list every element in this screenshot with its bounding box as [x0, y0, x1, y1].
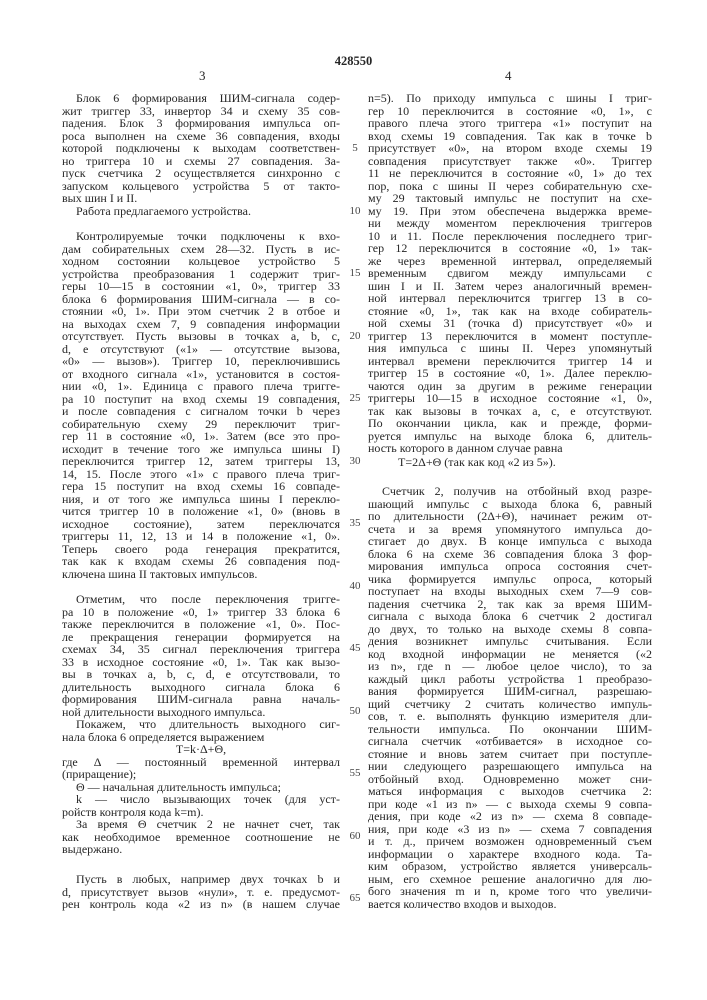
text-line: каждый цикл работы устройства 1 преобразо-: [368, 673, 652, 686]
text-line: (приращение);: [62, 768, 340, 781]
text-line: но триггера 10 и схемы 27 совпадения. За-: [62, 155, 340, 168]
text-line: стоянии «0, 1». При этом счетчик 2 в отбое и: [62, 305, 340, 318]
text-line: чаются один за другим в режиме генерации: [368, 380, 652, 393]
text-line: «0» — вызов»). Триггер 10, переключившись: [62, 355, 340, 368]
line-number: 20: [346, 330, 364, 342]
text-line: от входного сигнала «1», установится в состоя-: [62, 368, 340, 381]
text-line: Счетчик 2, получив на отбойный вход разре-: [368, 485, 652, 498]
text-line: сов, т. е. выполнять функцию измерителя дли-: [368, 710, 652, 723]
paragraph: [62, 818, 340, 856]
line-number: 45: [346, 642, 364, 654]
text-line: 11 не переключится в состояние «0, 1» до тех: [368, 167, 652, 180]
text-line: d, присутствует вызов «нули», т. е. предусмот-: [62, 886, 340, 899]
text-line: ной интервал переключится триггер 13 в со-: [368, 292, 652, 305]
text-line: формирования ШИМ-сигнала равна началь-: [62, 693, 340, 706]
text-line: роса выполнен на схеме 36 совпадения, входы: [62, 130, 340, 143]
text-line: как необходимое временное соотношение не: [62, 831, 340, 844]
text-line: интервал времени переключится триггер 14 и: [368, 355, 652, 368]
text-line: рен контроль кода «2 из n» (в нашем случае: [62, 898, 340, 911]
text-line: геры 10—15 в состоянии «1, 0», триггер 33: [62, 280, 340, 293]
text-line: ходном состоянии кольцевое устройство 5: [62, 255, 340, 268]
text-line: на выходах схем 7, 9 совпадения информации: [62, 318, 340, 331]
text-line: триггер 13 переключится в момент поступле-: [368, 330, 652, 343]
text-line: вы в точках a, b, c, d, e отсутствовали, то: [62, 668, 340, 681]
text-line: ра 10 поступит на вход схемы 19 совпадения,: [62, 393, 340, 406]
text-line: триггеры 10—15 в исходное состояние «1, 0»,: [368, 392, 652, 405]
text-line: блока 6 формирования ШИМ-сигнала — в со-: [62, 293, 340, 306]
text-line: 14, 15. После этого «1» с правого плеча триг-: [62, 468, 340, 481]
text-line: Пусть в любых, например двух точках b и: [62, 873, 340, 886]
text-line: по длительности (2Δ+Θ), начинает режим от-: [368, 510, 652, 523]
text-line: исходит в течение того же импульса шины I): [62, 443, 340, 456]
text-line: ния, при коде «3 из n» — схема 7 совпадения: [368, 823, 652, 836]
text-line: так как вызовы в точках a, c, e отсутствуют.: [368, 405, 652, 418]
text-line: гер 11 в состояние «0, 1». Затем (все это про-: [62, 430, 340, 443]
line-number: 10: [346, 205, 364, 217]
text-line: до двух, то только на выходе схемы 8 совпа-: [368, 623, 652, 636]
text-line: бого значения m и n, кроме того что увеличи-: [368, 885, 652, 898]
paragraph: [368, 92, 652, 455]
text-line: стояние и вновь затем считает при поступле-: [368, 748, 652, 761]
text-line: длительность выходного сигнала блока 6: [62, 681, 340, 694]
text-line: Блок 6 формирования ШИМ-сигнала содер-: [62, 92, 340, 105]
text-line: дения, при коде «2 из n» — схема 8 совпаде-: [368, 810, 652, 823]
text-line: чика формируется импульс опроса, который: [368, 573, 652, 586]
text-line: ни между моментом переключения триггеров: [368, 217, 652, 230]
text-line: n=5). По приходу импульса с шины I триг-: [368, 92, 652, 105]
text-line: же через временной интервал, определяемый: [368, 255, 652, 268]
text-line: маться информация с выходов счетчика 2:: [368, 785, 652, 798]
text-line: По окончании цикла, как и прежде, форми-: [368, 417, 652, 430]
text-line: ключена шина II тактовых импульсов.: [62, 568, 340, 581]
text-line: За время Θ счетчик 2 не начнет счет, так: [62, 818, 340, 831]
text-line: щий счетчику 2 считать количество импуль-: [368, 698, 652, 711]
text-line: сигнала счетчик «отбивается» в исходное со-: [368, 735, 652, 748]
text-line: падения. Блок 3 формирования импульса оп-: [62, 117, 340, 130]
patent-number: 428550: [0, 54, 707, 69]
text-line: схемах 34, 35 сигнал переключения триггера: [62, 643, 340, 656]
text-line: дам собирательных схем 28—32. Пусть в ис-: [62, 243, 340, 256]
text-line: триггер 15 в состояние «0, 1». Далее переклю-: [368, 367, 652, 380]
text-line: ной длительности выходного импульса.: [62, 706, 340, 719]
text-line: запуском кольцевого устройства 5 от такто-: [62, 180, 340, 193]
text-line: при коде «1 из n» — с выхода схемы 9 совпа-: [368, 798, 652, 811]
text-line: d, e отсутствуют («1» — отсутствие вызова,: [62, 343, 340, 356]
text-line: ния импульса с шины II. Через упомянутый: [368, 342, 652, 355]
text-line: Работа предлагаемого устройства.: [62, 205, 340, 218]
paragraph: [62, 873, 340, 911]
text-line: стигает до двух. В конце импульса с выхода: [368, 535, 652, 548]
text-line: присутствует «0», на втором входе схемы 19: [368, 142, 652, 155]
line-number: 60: [346, 830, 364, 842]
text-line: также переключится в положение «1, 0». Пос-: [62, 618, 340, 631]
text-line: поступает на входы выходных схем 7—9 сов-: [368, 585, 652, 598]
text-line: ройств контроля кода k=m).: [62, 806, 340, 819]
text-line: Отметим, что после переключения тригге-: [62, 593, 340, 606]
text-line: где Δ — постоянный временной интервал: [62, 756, 340, 769]
text-line: му 29 тактовый импульс не поступит на схе-: [368, 192, 652, 205]
text-line: стояние «0, 1», так как на входе собиратель-: [368, 305, 652, 318]
line-number: 65: [346, 892, 364, 904]
text-line: счета и за время упомянутого импульса до-: [368, 523, 652, 536]
text-line: так как к входам схемы 26 совпадения под-: [62, 555, 340, 568]
text-line: которой подключены к выходам соответствен-: [62, 142, 340, 155]
text-line: и т. д., причем возможен одновременный съем: [368, 835, 652, 848]
text-line: му 19. При этом обеспечена выдержка време-: [368, 205, 652, 218]
text-line: ной схемы 31 (точка d) присутствует «0» и: [368, 317, 652, 330]
line-number: 35: [346, 517, 364, 529]
text-line: жит триггер 33, инвертор 34 и схему 35 сов-: [62, 105, 340, 118]
text-line: собирательную схему 29 переключит триг-: [62, 418, 340, 431]
line-number: 15: [346, 267, 364, 279]
text-line: выдержано.: [62, 843, 340, 856]
paragraph: [368, 485, 652, 910]
text-line: руется импульс на выходе блока 6, длитель-: [368, 430, 652, 443]
text-line: правого плеча этого триггера «1» поступит на: [368, 117, 652, 130]
text-line: T=k·Δ+Θ,: [62, 743, 340, 756]
text-line: совпадения присутствует также «0». Триггер: [368, 155, 652, 168]
page-number-right: 4: [505, 68, 512, 84]
text-line: устройства преобразования 1 содержит триг-: [62, 268, 340, 281]
text-line: вания формируется ШИМ-сигнал, разрешаю-: [368, 685, 652, 698]
text-line: ле прекращения генерации формируется на: [62, 631, 340, 644]
text-line: вается количество входов и выходов.: [368, 898, 652, 911]
formula: [368, 456, 652, 469]
line-number: 30: [346, 455, 364, 467]
text-line: 33 в исходное состояние «0, 1». Так как вызо-: [62, 656, 340, 669]
paragraph: [62, 593, 340, 718]
page-number-left: 3: [199, 68, 206, 84]
text-line: ким образом, устройство является универсаль-: [368, 860, 652, 873]
text-line: Контролируемые точки подключены к вхо-: [62, 230, 340, 243]
text-line: гер 12 переключится в состояние «0, 1» так-: [368, 242, 652, 255]
text-line: ным, его схемное решение аналогично для лю-: [368, 873, 652, 886]
paragraph: [62, 793, 340, 818]
line-number: 25: [346, 392, 364, 404]
text-line: нии «0, 1». Единица с правого плеча тригге-: [62, 380, 340, 393]
text-line: код входной информации не меняется («2: [368, 648, 652, 661]
text-line: из n», где n — любое целое число), то за: [368, 660, 652, 673]
text-line: исходное состояние), затем переключатся: [62, 518, 340, 531]
text-line: тельности импульса. По окончании ШИМ-: [368, 723, 652, 736]
paragraph: [62, 92, 340, 205]
text-line: k — число вызывающих точек (для уст-: [62, 793, 340, 806]
text-line: нии следующего разрешающего импульса на: [368, 760, 652, 773]
text-line: триггеры 11, 12, 13 и 14 в положение «1, 0».: [62, 530, 340, 543]
text-line: отбойный вход. Одновременно может сни-: [368, 773, 652, 786]
line-number: 55: [346, 767, 364, 779]
text-line: T=2Δ+Θ (так как код «2 из 5»).: [368, 456, 652, 469]
text-line: падения счетчика 2, так как за время ШИМ-: [368, 598, 652, 611]
line-number: 5: [346, 142, 364, 154]
text-line: ра 10 в положение «0, 1» триггер 33 блока 6: [62, 606, 340, 619]
paragraph: [62, 205, 340, 218]
text-line: ния, и от того же импульса шины I переклю-: [62, 493, 340, 506]
text-line: и после совпадения с сигналом точки b через: [62, 405, 340, 418]
text-line: переключится триггер 12, затем триггеры 13,: [62, 455, 340, 468]
text-line: шающий импульс с выхода блока 6, равный: [368, 498, 652, 511]
text-line: временным сдвигом между импульсами с: [368, 267, 652, 280]
line-number: 50: [346, 705, 364, 717]
text-line: информации о характере входного кода. Та-: [368, 848, 652, 861]
paragraph: [62, 230, 340, 580]
text-line: гер 10 переключится в состояние «0, 1», с: [368, 105, 652, 118]
paragraph: [62, 756, 340, 781]
text-line: мирования импульса опроса состояния счет-: [368, 560, 652, 573]
text-line: гера 15 поступит на вход схемы 16 совпаде-: [62, 480, 340, 493]
text-line: нала блока 6 определяется выражением: [62, 731, 340, 744]
text-line: вход схемы 19 совпадения. Так как в точке b: [368, 130, 652, 143]
formula: [62, 743, 340, 756]
paragraph: [62, 718, 340, 743]
text-line: Покажем, что длительность выходного сиг-: [62, 718, 340, 731]
text-line: сигнала с выхода блока 6 счетчик 2 достигал: [368, 610, 652, 623]
text-line: пуск счетчика 2 осуществляется синхронно с: [62, 167, 340, 180]
text-line: пор, пока с шины II через собирательную схе-: [368, 180, 652, 193]
text-line: отсутствует. Пусть вызовы в точках a, b, c,: [62, 330, 340, 343]
text-line: шин I и II. Затем через аналогичный времен-: [368, 280, 652, 293]
text-line: Теперь своего рода генерация прекратится,: [62, 543, 340, 556]
text-line: ность которого в данном случае равна: [368, 442, 652, 455]
text-line: дения возникнет импульс считывания. Если: [368, 635, 652, 648]
text-line: вых шин I и II.: [62, 192, 340, 205]
line-number: 40: [346, 580, 364, 592]
text-line: 10 и 11. После переключения последнего триг-: [368, 230, 652, 243]
text-line: чится триггер 10 в положение «1, 0» (вновь в: [62, 505, 340, 518]
text-line: Θ — начальная длительность импульса;: [62, 781, 340, 794]
text-line: блока 6 на схеме 36 совпадения блока 3 фор-: [368, 548, 652, 561]
